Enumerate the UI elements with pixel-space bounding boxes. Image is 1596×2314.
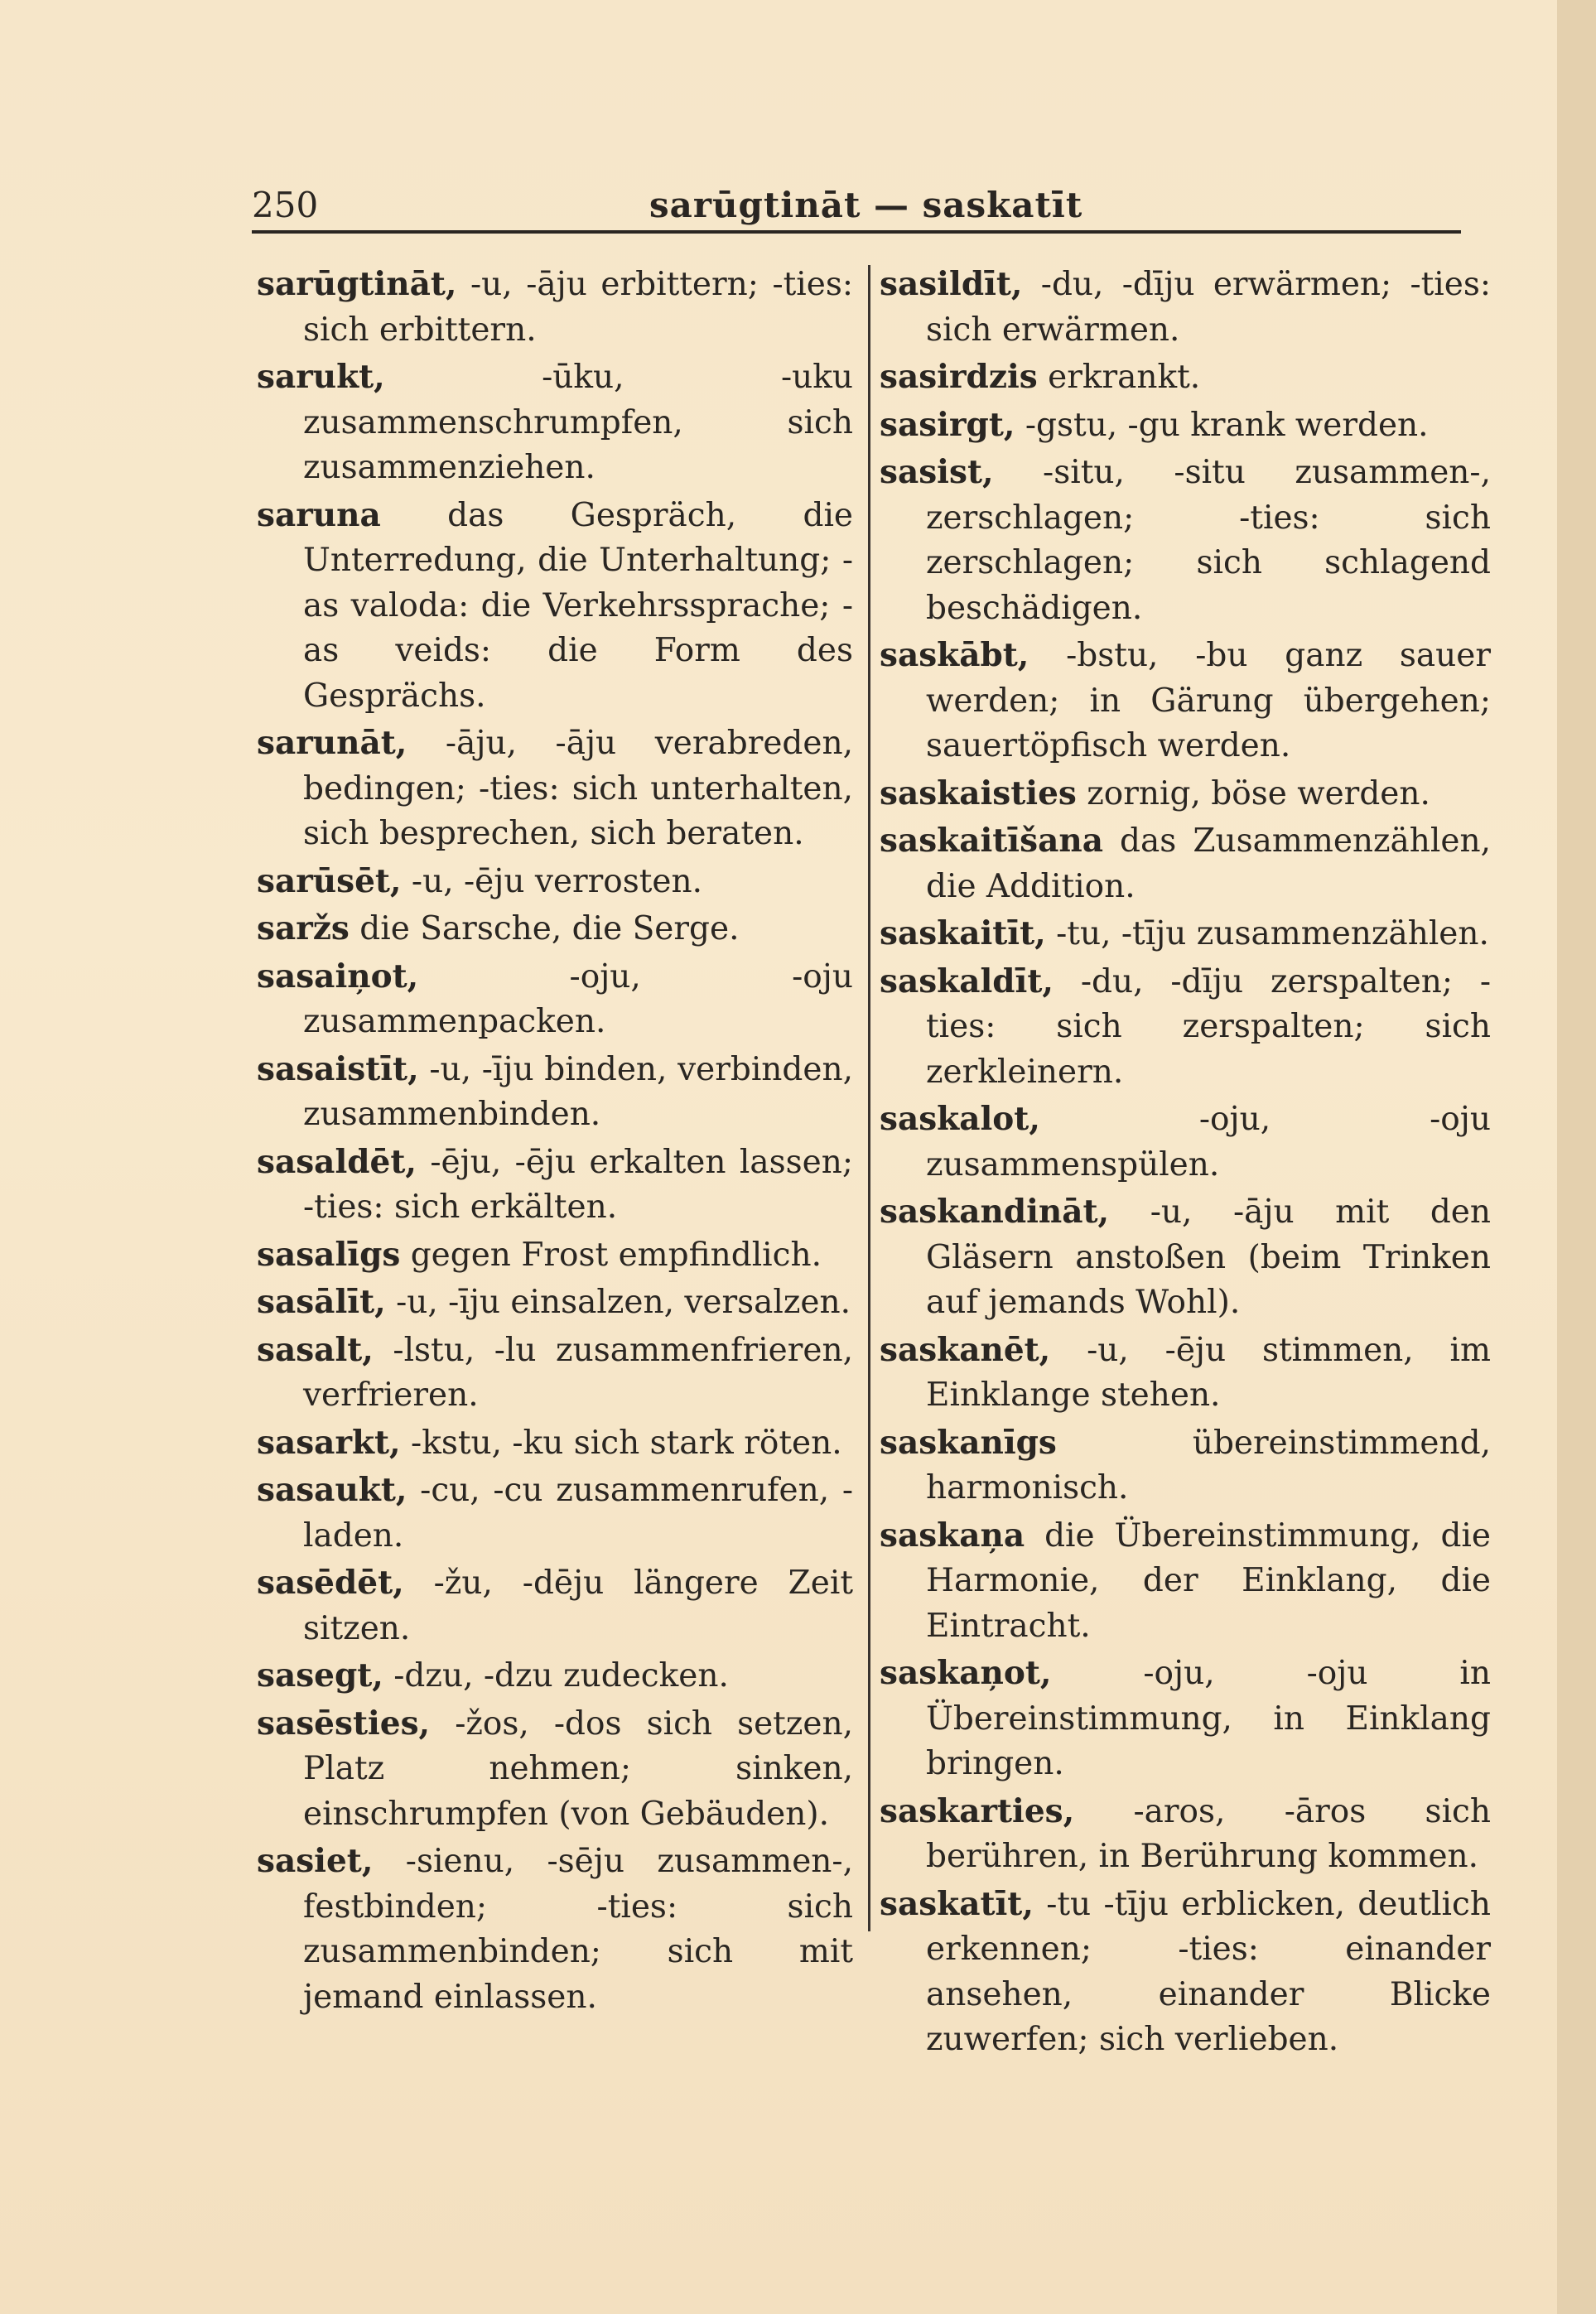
entry-headword: sasēdēt,: [257, 1564, 404, 1602]
entry-headword: sasaistīt,: [257, 1049, 419, 1088]
entry-headword: saskaisties: [880, 774, 1077, 812]
entry-headword: sasaiņot,: [257, 957, 419, 996]
entry-headword: sasālīt,: [257, 1283, 386, 1321]
entry-headword: sasaldēt,: [257, 1142, 417, 1181]
column-divider: [868, 265, 870, 1931]
dictionary-entry: [880, 959, 1491, 1096]
dictionary-entry: [257, 493, 853, 720]
entry-definition: -sienu, -sēju zusammen-, festbinden; -ties: sich zusammenbinden; sich mit jemand einlassen.: [303, 1843, 853, 2016]
entry-definition: zornig, böse werden.: [1076, 774, 1430, 812]
entry-headword: sasaukt,: [257, 1471, 407, 1509]
entry-definition: -oju, -oju in Übereinstimmung, in Einklang bringen.: [926, 1655, 1491, 1782]
entry-headword: sasirdzis: [880, 358, 1038, 396]
entry-headword: sasarkt,: [257, 1423, 401, 1462]
dictionary-entry: [257, 1328, 853, 1419]
entry-definition: übereinstimmend, harmonisch.: [926, 1424, 1491, 1507]
dictionary-entry: [257, 262, 853, 353]
entry-definition: -u, -ēju stimmen, im Einklange stehen.: [926, 1331, 1491, 1414]
page-number: 250: [252, 185, 319, 225]
dictionary-entry: [257, 1839, 853, 2020]
dictionary-entry: [257, 1280, 853, 1326]
entry-definition: die Übereinstimmung, die Harmonie, der Einklang, die Eintracht.: [926, 1516, 1491, 1645]
entry-definition: -u, -īju einsalzen, versalzen.: [385, 1284, 851, 1321]
dictionary-entry: [880, 1513, 1491, 1650]
dictionary-entry: [880, 771, 1491, 817]
dictionary-entry: [880, 911, 1491, 957]
entry-definition: -lstu, -lu zusammenfrieren, verfrieren.: [303, 1331, 853, 1414]
dictionary-entry: [880, 818, 1491, 909]
dictionary-entry: [880, 633, 1491, 769]
entry-headword: saskalot,: [880, 1100, 1040, 1138]
dictionary-entry: [880, 1189, 1491, 1326]
entry-headword: saskaņot,: [880, 1654, 1052, 1692]
entry-headword: saskatīt,: [880, 1884, 1034, 1923]
entry-definition: -bstu, -bu ganz sauer werden; in Gärung übergehen; sauertöpfisch werden.: [926, 637, 1491, 764]
entry-definition: -du, -dīju erwärmen; -ties: sich erwärmen.: [926, 266, 1491, 349]
running-head: sarūgtināt — saskatīt: [649, 185, 1083, 225]
entry-headword: saruna: [257, 495, 381, 534]
entry-headword: sasegt,: [257, 1656, 383, 1695]
entry-definition: -situ, -situ zusammen-, zerschlagen; -ties: sich zerschlagen; sich schlagend beschädigen.: [926, 454, 1491, 627]
entry-definition: -u, -āju mit den Gläsern anstoßen (beim Trinken auf jemands Wohl).: [926, 1193, 1491, 1321]
dictionary-entry: [880, 262, 1491, 353]
entry-definition: -aros, -āros sich berühren, in Berührung kommen.: [926, 1792, 1491, 1875]
dictionary-entry: [880, 1420, 1491, 1511]
entry-definition: -u, -īju binden, verbinden, zusammenbinden.: [303, 1050, 853, 1133]
entry-headword: saskaitīt,: [880, 914, 1046, 952]
page-edge: [1557, 0, 1596, 2314]
entry-definition: -oju, -oju zusammenspülen.: [926, 1101, 1491, 1184]
left-column: [257, 262, 853, 2022]
entry-headword: sasalt,: [257, 1330, 374, 1369]
dictionary-entry: [880, 1097, 1491, 1188]
dictionary-entry: [257, 1420, 853, 1467]
entry-definition: -cu, -cu zusammenrufen, -laden.: [303, 1472, 853, 1555]
entry-definition: -u, -ēju verrosten.: [401, 862, 703, 900]
entry-headword: sarunāt,: [257, 724, 407, 762]
entry-headword: saskanīgs: [880, 1423, 1057, 1462]
entry-definition: -tu -tīju erblicken, deutlich erkennen; -ties: einander ansehen, einander Blicke zuwerfen; sich verlieben.: [926, 1885, 1491, 2058]
right-column: [880, 262, 1491, 2065]
entry-definition: -du, -dīju zerspalten; -ties: sich zerspalten; sich zerkleinern.: [926, 962, 1491, 1091]
dictionary-entry: [880, 1651, 1491, 1787]
dictionary-entry: [257, 859, 853, 905]
entry-definition: -ūku, -uku zusammenschrumpfen, sich zusammenziehen.: [303, 359, 853, 486]
dictionary-entry: [257, 1140, 853, 1231]
entry-definition: -žu, -dēju längere Zeit sitzen.: [303, 1564, 853, 1647]
dictionary-entry: [257, 954, 853, 1045]
entry-headword: sarūgtināt,: [257, 265, 457, 303]
entry-headword: sasēsties,: [257, 1704, 431, 1743]
dictionary-entry: [257, 1653, 853, 1699]
entry-headword: sasalīgs: [257, 1235, 401, 1274]
entry-headword: sarukt,: [257, 358, 385, 396]
entry-definition: die Sarsche, die Serge.: [349, 910, 740, 947]
entry-definition: -gstu, -gu krank werden.: [1015, 406, 1429, 444]
dictionary-entry: [257, 1701, 853, 1838]
entry-headword: saskanēt,: [880, 1330, 1051, 1369]
entry-headword: saskābt,: [880, 636, 1029, 674]
entry-headword: sasirgt,: [880, 405, 1015, 444]
entry-headword: saržs: [257, 909, 350, 947]
dictionary-entry: [257, 1560, 853, 1651]
entry-definition: erkrankt.: [1037, 359, 1201, 396]
entry-definition: -dzu, -dzu zudecken.: [383, 1657, 729, 1695]
dictionary-entry: [880, 1789, 1491, 1880]
entry-definition: -kstu, -ku sich stark röten.: [400, 1424, 842, 1462]
entry-headword: saskarties,: [880, 1791, 1075, 1830]
entry-definition: -žos, -dos sich setzen, Platz nehmen; sinken, einschrumpfen (von Gebäuden).: [303, 1704, 853, 1833]
dictionary-entry: [257, 354, 853, 491]
entry-definition: das Gespräch, die Unterredung, die Unterhaltung; -as valoda: die Verkehrssprache; -as veids: die Form des Gesprächs.: [303, 496, 853, 715]
entry-definition: -ēju, -ēju erkalten lassen; -ties: sich erkälten.: [303, 1143, 853, 1226]
dictionary-entry: [257, 1468, 853, 1559]
entry-definition: -āju, -āju verabreden, bedingen; -ties: sich unterhalten, sich besprechen, sich beraten.: [303, 725, 853, 852]
dictionary-entry: [880, 450, 1491, 631]
dictionary-entry: [880, 354, 1491, 401]
dictionary-entry: [257, 721, 853, 857]
entry-definition: -u, -āju erbittern; -ties: sich erbittern.: [303, 266, 853, 349]
entry-headword: saskaņa: [880, 1516, 1025, 1555]
entry-definition: -oju, -oju zusammenpacken.: [303, 957, 853, 1040]
dictionary-entry: [257, 906, 853, 952]
dictionary-entry: [257, 1232, 853, 1279]
entry-definition: -tu, -tīju zusammenzählen.: [1045, 915, 1489, 952]
entry-headword: saskandināt,: [880, 1193, 1110, 1231]
entry-headword: sasist,: [880, 453, 994, 491]
dictionary-entry: [880, 1328, 1491, 1419]
dictionary-entry: [257, 1047, 853, 1138]
page-header: [252, 186, 1461, 234]
dictionary-entry: [880, 1882, 1491, 2063]
entry-definition: gegen Frost empfindlich.: [400, 1236, 822, 1274]
entry-headword: saskaitīšana: [880, 822, 1103, 860]
entry-headword: sasildīt,: [880, 265, 1023, 303]
entry-headword: saskaldīt,: [880, 962, 1054, 1000]
entry-headword: sarūsēt,: [257, 861, 402, 900]
entry-definition: das Zusammenzählen, die Addition.: [926, 822, 1491, 905]
dictionary-entry: [880, 403, 1491, 449]
entry-headword: sasiet,: [257, 1842, 374, 1880]
